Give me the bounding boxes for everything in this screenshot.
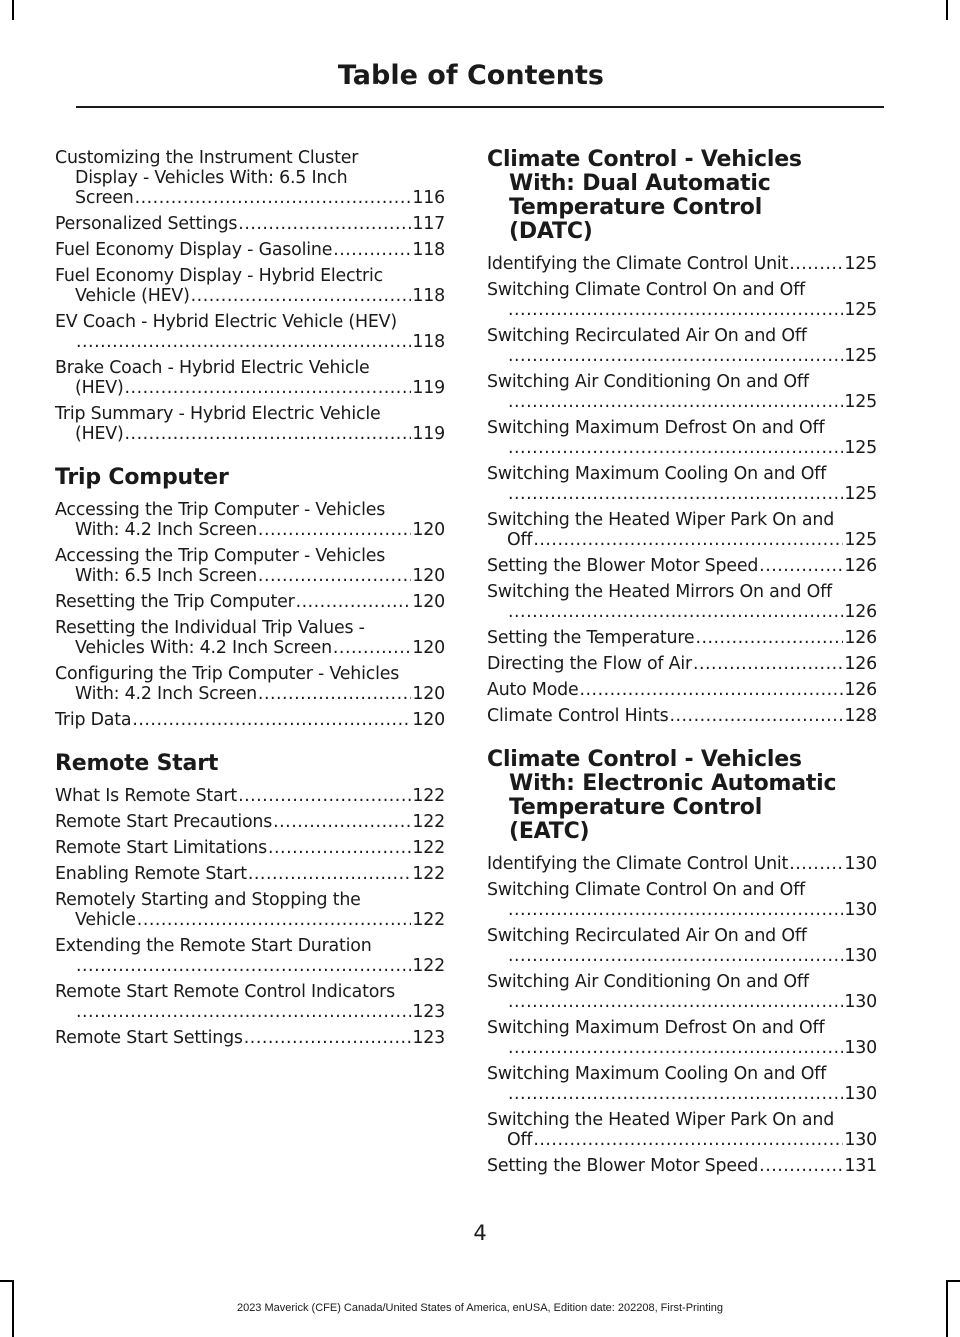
toc-entry[interactable] (55, 1028, 445, 1048)
dot-leader (508, 392, 843, 412)
dot-leader (508, 992, 843, 1012)
toc-entry[interactable] (55, 312, 445, 352)
toc-entry-title-line: Remotely Starting and Stopping the (55, 890, 361, 910)
toc-entry-title: With: 4.2 Inch Screen (75, 520, 257, 540)
toc-entry[interactable] (55, 500, 445, 540)
toc-entry-title: With: 6.5 Inch Screen (75, 566, 257, 586)
dot-leader (508, 484, 843, 504)
toc-entry-title-line: Brake Coach - Hybrid Electric Vehicle (55, 358, 370, 378)
section-heading-line: (DATC) (509, 219, 593, 244)
toc-entry[interactable] (487, 1110, 877, 1150)
dot-leader (258, 566, 411, 586)
toc-entry-title: Remote Start Precautions (55, 812, 273, 832)
dot-leader (695, 628, 843, 648)
toc-entry-title-line: Switching Maximum Cooling On and Off (487, 1064, 827, 1084)
toc-entry-title-line: Trip Summary - Hybrid Electric Vehicle (55, 404, 381, 424)
toc-entry-page-number: 126 (844, 680, 877, 700)
dot-leader (789, 854, 843, 874)
toc-entry-title: Setting the Blower Motor Speed (487, 556, 759, 576)
toc-entry-title-line: Switching Recirculated Air On and Off (487, 926, 807, 946)
toc-column-left (55, 148, 445, 1054)
toc-entry[interactable] (55, 214, 445, 234)
toc-entry-title-line: Switching Maximum Cooling On and Off (487, 464, 827, 484)
dot-leader (533, 1130, 843, 1150)
toc-entry-page-number: 120 (412, 638, 445, 658)
toc-entry-leader-row (487, 706, 877, 726)
toc-entry[interactable] (487, 280, 877, 320)
dot-leader (759, 1156, 843, 1176)
crop-mark-bottom-left-h (0, 1280, 12, 1282)
toc-entry-leader-row (55, 812, 445, 832)
dot-leader (76, 1002, 411, 1022)
toc-entry-leader-row (55, 864, 445, 884)
dot-leader (693, 654, 843, 674)
toc-entry-title-line: Configuring the Trip Computer - Vehicles (55, 664, 400, 684)
dot-leader (508, 300, 843, 320)
toc-entry[interactable] (487, 972, 877, 1012)
dot-leader (248, 864, 412, 884)
toc-entry[interactable] (55, 592, 445, 612)
dot-leader (759, 556, 843, 576)
crop-mark-top-left (12, 0, 14, 20)
dot-leader (76, 332, 411, 352)
toc-entry-title: Identifying the Climate Control Unit (487, 854, 789, 874)
toc-entry-page-number: 130 (844, 1038, 877, 1058)
toc-entry-page-number: 120 (412, 710, 445, 730)
section-heading (487, 748, 877, 844)
toc-entry-page-number: 125 (844, 484, 877, 504)
toc-entry-leader-row (55, 424, 445, 444)
toc-entry[interactable] (487, 510, 877, 550)
toc-entry-leader-row (487, 1130, 877, 1150)
toc-entry-leader-row (55, 910, 445, 930)
toc-entry-page-number: 122 (412, 910, 445, 930)
dot-leader (238, 786, 411, 806)
toc-entry-title-line: Display - Vehicles With: 6.5 Inch (75, 168, 348, 188)
toc-entry[interactable] (487, 582, 877, 622)
dot-leader (238, 214, 411, 234)
dot-leader (135, 188, 412, 208)
toc-entry-page-number: 122 (412, 786, 445, 806)
section-heading-line: With: Electronic Automatic (509, 771, 837, 796)
toc-entry-page-number: 130 (844, 1130, 877, 1150)
toc-entry-title: (HEV) (75, 378, 124, 398)
toc-entry[interactable] (487, 926, 877, 966)
toc-entry[interactable] (487, 418, 877, 458)
dot-leader (508, 1084, 843, 1104)
toc-entry-leader-row (55, 786, 445, 806)
toc-entry[interactable] (55, 148, 445, 208)
toc-entry-title: Identifying the Climate Control Unit (487, 254, 789, 274)
dot-leader (132, 710, 411, 730)
toc-entry-title-line: Fuel Economy Display - Hybrid Electric (55, 266, 383, 286)
toc-entry-leader-row (55, 1002, 445, 1022)
toc-entry[interactable] (55, 240, 445, 260)
toc-entry-title-line: Accessing the Trip Computer - Vehicles (55, 546, 386, 566)
toc-entry[interactable] (487, 372, 877, 412)
dot-leader (258, 684, 411, 704)
toc-entry[interactable] (55, 358, 445, 398)
dot-leader (508, 602, 843, 622)
toc-entry-leader-row (55, 286, 445, 306)
toc-entry[interactable] (487, 654, 877, 674)
toc-entry-page-number: 120 (412, 566, 445, 586)
toc-entry-page-number: 126 (844, 556, 877, 576)
toc-entry-page-number: 131 (844, 1156, 877, 1176)
toc-entry-title: Directing the Flow of Air (487, 654, 692, 674)
dot-leader (580, 680, 844, 700)
toc-entry-title: Personalized Settings (55, 214, 238, 234)
dot-leader (258, 520, 411, 540)
page-header (0, 60, 960, 100)
toc-entry-title: With: 4.2 Inch Screen (75, 684, 257, 704)
toc-entry[interactable] (55, 664, 445, 704)
toc-entry[interactable] (487, 680, 877, 700)
section-heading (55, 752, 445, 776)
toc-entry-title: Climate Control Hints (487, 706, 669, 726)
toc-entry-page-number: 116 (412, 188, 445, 208)
dot-leader (244, 1028, 412, 1048)
dot-leader (268, 838, 411, 858)
section-heading-line: Remote Start (55, 751, 219, 776)
toc-entry-title-line: Switching Maximum Defrost On and Off (487, 1018, 825, 1038)
toc-entry-page-number: 119 (412, 424, 445, 444)
toc-entry-title: Off (507, 1130, 533, 1150)
toc-entry-leader-row (487, 346, 877, 366)
dot-leader (191, 286, 412, 306)
toc-entry-page-number: 126 (844, 654, 877, 674)
page-number: 4 (473, 1221, 487, 1245)
toc-entry-leader-row (487, 254, 877, 274)
toc-entry-page-number: 122 (412, 864, 445, 884)
toc-entry-title-line: Resetting the Individual Trip Values - (55, 618, 365, 638)
toc-entry-page-number: 122 (412, 956, 445, 976)
crop-mark-top-right (946, 0, 948, 20)
toc-entry-page-number: 125 (844, 392, 877, 412)
toc-entry-leader-row (55, 214, 445, 234)
toc-entry-page-number: 130 (844, 854, 877, 874)
dot-leader (669, 706, 843, 726)
toc-entry-leader-row (55, 638, 445, 658)
toc-entry-leader-row (487, 556, 877, 576)
toc-entry[interactable] (55, 936, 445, 976)
toc-entry[interactable] (487, 1156, 877, 1176)
toc-entry-leader-row (487, 854, 877, 874)
toc-entry-leader-row (487, 654, 877, 674)
section-heading-line: Temperature Control (509, 795, 763, 820)
dot-leader (508, 346, 843, 366)
footer-edition-info: 2023 Maverick (CFE) Canada/United States of America, enUSA, Edition date: 202208, First-Printing (236, 1302, 724, 1314)
section-heading-line: Climate Control - Vehicles (487, 147, 802, 172)
toc-entry-leader-row (55, 710, 445, 730)
toc-entry-title: Remote Start Settings (55, 1028, 243, 1048)
toc-entry[interactable] (55, 838, 445, 858)
toc-entry-title-line: Switching Maximum Defrost On and Off (487, 418, 825, 438)
toc-entry-leader-row (487, 530, 877, 550)
toc-entry-title: (HEV) (75, 424, 124, 444)
toc-entry-leader-row (55, 378, 445, 398)
toc-entry[interactable] (55, 786, 445, 806)
toc-entry[interactable] (487, 1064, 877, 1104)
toc-entry-leader-row (487, 900, 877, 920)
toc-entry[interactable] (55, 812, 445, 832)
toc-entry[interactable] (487, 556, 877, 576)
toc-entry-page-number: 130 (844, 946, 877, 966)
toc-entry-page-number: 130 (844, 1084, 877, 1104)
toc-entry-title-line: Switching Air Conditioning On and Off (487, 372, 809, 392)
toc-entry[interactable] (487, 628, 877, 648)
toc-entry-title-line: Accessing the Trip Computer - Vehicles (55, 500, 386, 520)
toc-entry-page-number: 125 (844, 438, 877, 458)
toc-entry-title: Enabling Remote Start (55, 864, 247, 884)
toc-entry-title: Auto Mode (487, 680, 579, 700)
toc-entry-leader-row (55, 188, 445, 208)
toc-entry-leader-row (55, 520, 445, 540)
toc-entry-page-number: 126 (844, 602, 877, 622)
toc-entry-page-number: 120 (412, 684, 445, 704)
toc-entry-page-number: 122 (412, 838, 445, 858)
toc-entry[interactable] (487, 326, 877, 366)
dot-leader (333, 638, 412, 658)
dot-leader (333, 240, 411, 260)
toc-entry-title: Vehicle (75, 910, 136, 930)
toc-entry-title-line: Switching Recirculated Air On and Off (487, 326, 807, 346)
toc-entry-page-number: 123 (412, 1028, 445, 1048)
toc-entry-page-number: 117 (412, 214, 445, 234)
toc-entry-leader-row (487, 300, 877, 320)
toc-entry-page-number: 125 (844, 346, 877, 366)
toc-entry-page-number: 126 (844, 628, 877, 648)
toc-entry-page-number: 130 (844, 900, 877, 920)
toc-entry[interactable] (487, 706, 877, 726)
section-heading-line: (EATC) (509, 819, 590, 844)
toc-entry-title: Trip Data (55, 710, 132, 730)
toc-entry-leader-row (55, 956, 445, 976)
toc-entry-page-number: 120 (412, 520, 445, 540)
toc-entry-page-number: 118 (412, 332, 445, 352)
toc-entry-leader-row (487, 680, 877, 700)
toc-entry-title: Fuel Economy Display - Gasoline (55, 240, 333, 260)
toc-entry-page-number: 120 (412, 592, 445, 612)
toc-entry-leader-row (487, 992, 877, 1012)
toc-entry-leader-row (55, 332, 445, 352)
toc-entry-leader-row (55, 592, 445, 612)
toc-entry[interactable] (487, 880, 877, 920)
dot-leader (508, 438, 843, 458)
toc-entry-leader-row (487, 946, 877, 966)
toc-entry-leader-row (55, 240, 445, 260)
toc-entry-title: Setting the Blower Motor Speed (487, 1156, 759, 1176)
dot-leader (137, 910, 412, 930)
toc-entry-leader-row (487, 628, 877, 648)
toc-entry-leader-row (487, 484, 877, 504)
dot-leader (296, 592, 412, 612)
toc-entry-leader-row (487, 1084, 877, 1104)
toc-entry-title-line: Switching the Heated Wiper Park On and (487, 510, 835, 530)
toc-entry-leader-row (487, 392, 877, 412)
toc-entry-page-number: 119 (412, 378, 445, 398)
section-heading-line: With: Dual Automatic (509, 171, 771, 196)
toc-entry-title: What Is Remote Start (55, 786, 238, 806)
toc-entry-title-line: Switching the Heated Mirrors On and Off (487, 582, 832, 602)
crop-mark-bottom-right-h (948, 1280, 960, 1282)
toc-entry-page-number: 130 (844, 992, 877, 1012)
toc-entry[interactable] (487, 854, 877, 874)
toc-entry[interactable] (55, 266, 445, 306)
section-heading-line: Climate Control - Vehicles (487, 747, 802, 772)
toc-entry-title-line: Switching the Heated Wiper Park On and (487, 1110, 835, 1130)
toc-entry-page-number: 123 (412, 1002, 445, 1022)
toc-entry-page-number: 122 (412, 812, 445, 832)
toc-column-right (487, 148, 877, 1182)
toc-entry[interactable] (487, 254, 877, 274)
header-divider (76, 106, 884, 108)
toc-entry[interactable] (55, 618, 445, 658)
dot-leader (789, 254, 843, 274)
toc-entry-leader-row (487, 602, 877, 622)
toc-entry-title-line: Remote Start Remote Control Indicators (55, 982, 395, 1002)
section-heading (487, 148, 877, 244)
toc-entry-title: Remote Start Limitations (55, 838, 267, 858)
toc-entry-page-number: 125 (844, 300, 877, 320)
toc-entry[interactable] (55, 864, 445, 884)
toc-entry[interactable] (487, 1018, 877, 1058)
toc-entry-title: Screen (75, 188, 134, 208)
toc-entry-title-line: EV Coach - Hybrid Electric Vehicle (HEV) (55, 312, 397, 332)
toc-entry-leader-row (487, 438, 877, 458)
toc-entry-leader-row (55, 1028, 445, 1048)
toc-entry-page-number: 125 (844, 254, 877, 274)
toc-entry[interactable] (55, 890, 445, 930)
toc-entry-title-line: Extending the Remote Start Duration (55, 936, 372, 956)
dot-leader (508, 1038, 843, 1058)
toc-entry-title: Vehicles With: 4.2 Inch Screen (75, 638, 332, 658)
dot-leader (125, 378, 412, 398)
toc-entry-title: Resetting the Trip Computer (55, 592, 295, 612)
toc-entry-leader-row (55, 684, 445, 704)
toc-entry-title: Vehicle (HEV) (75, 286, 190, 306)
toc-entry-title-line: Switching Climate Control On and Off (487, 880, 805, 900)
toc-entry[interactable] (55, 404, 445, 444)
dot-leader (508, 900, 843, 920)
toc-entry-page-number: 118 (412, 240, 445, 260)
toc-entry-page-number: 128 (844, 706, 877, 726)
section-heading-line: Trip Computer (55, 465, 229, 490)
page-title: Table of Contents (337, 60, 604, 91)
dot-leader (508, 946, 843, 966)
toc-entry[interactable] (55, 546, 445, 586)
toc-entry-title-line: Switching Climate Control On and Off (487, 280, 805, 300)
dot-leader (273, 812, 411, 832)
toc-entry-title: Setting the Temperature (487, 628, 695, 648)
toc-entry-title: Off (507, 530, 533, 550)
toc-entry[interactable] (487, 464, 877, 504)
dot-leader (76, 956, 411, 976)
toc-entry-leader-row (487, 1156, 877, 1176)
section-heading-line: Temperature Control (509, 195, 763, 220)
toc-entry[interactable] (55, 982, 445, 1022)
toc-entry-page-number: 125 (844, 530, 877, 550)
toc-entry-leader-row (55, 838, 445, 858)
dot-leader (125, 424, 412, 444)
section-heading (55, 466, 445, 490)
dot-leader (533, 530, 843, 550)
toc-entry-leader-row (487, 1038, 877, 1058)
toc-entry-title-line: Switching Air Conditioning On and Off (487, 972, 809, 992)
toc-entry[interactable] (55, 710, 445, 730)
toc-entry-page-number: 118 (412, 286, 445, 306)
toc-entry-leader-row (55, 566, 445, 586)
toc-entry-title-line: Customizing the Instrument Cluster (55, 148, 359, 168)
